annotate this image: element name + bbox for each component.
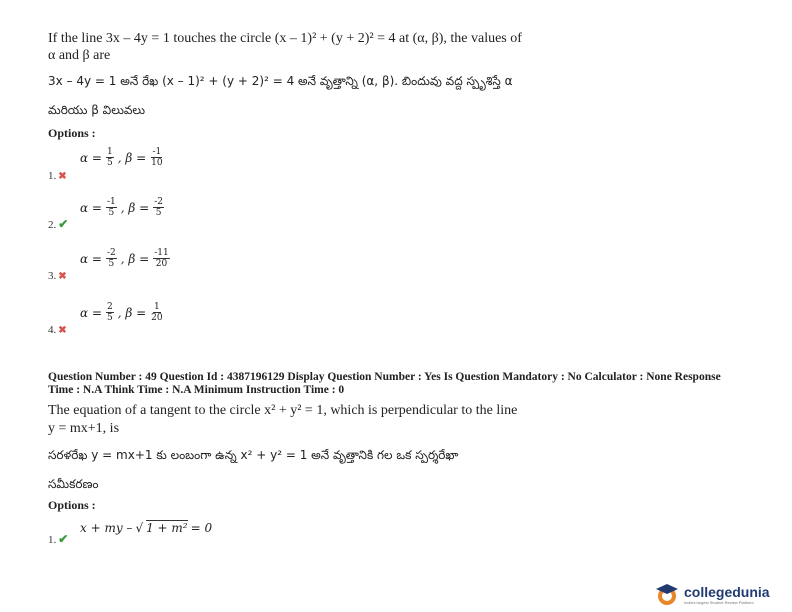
q48-telugu-line2: మరియు β విలువలు bbox=[48, 103, 146, 117]
q48-telugu-line1: 3x – 4y = 1 అనే రేఖ (x – 1)² + (y + 2)² = 4 అనే వృత్తాన్ని (α, β). బిందువు వద్ద స్పృశిస్తే α bbox=[48, 74, 513, 88]
graduation-cap-icon bbox=[654, 582, 680, 606]
wrong-icon: ✖ bbox=[58, 271, 67, 282]
q48-options-label: Options : bbox=[48, 126, 96, 140]
q48-text-line1: If the line 3x – 4y = 1 touches the circle (x – 1)² + (y + 2)² = 4 at (α, β), the values of bbox=[48, 31, 522, 46]
option-number: 1. bbox=[48, 534, 57, 546]
wrong-icon: ✖ bbox=[58, 325, 67, 336]
correct-icon: ✔ bbox=[58, 217, 69, 231]
fraction-alpha: $\frac{1}{5}$ bbox=[106, 147, 113, 168]
option-number: 4. bbox=[48, 324, 57, 336]
fraction-alpha: $\frac{-1}{5}$ bbox=[106, 197, 116, 218]
logo-text: collegedunia bbox=[684, 583, 770, 600]
q49-text-line2: y = mx+1, is bbox=[48, 421, 120, 436]
fraction-beta: $\frac{-2}{5}$ bbox=[154, 197, 163, 218]
q48-text-line2: α and β are bbox=[48, 48, 111, 63]
q49-option-1-number bbox=[48, 530, 68, 548]
q48-option-4-expr[interactable]: α = $\frac{2}{5}$ , β = $\frac{1}{20}$ bbox=[80, 302, 163, 323]
fraction-alpha: $\frac{2}{5}$ bbox=[106, 302, 113, 323]
fraction-beta: $\frac{-1}{10}$ bbox=[151, 147, 163, 168]
q49-telugu-line1: సరళరేఖ y = mx+1 కు లంబంగా ఉన్న x² + y² = 1 అనే వృత్తానికి గల ఒక స్పర్శరేఖా bbox=[48, 448, 459, 462]
option-number: 3. bbox=[48, 270, 57, 282]
q49-telugu-line2: సమీకరణం bbox=[48, 477, 99, 491]
q48-option-2-number bbox=[48, 215, 68, 233]
fraction-beta: $\frac{1}{20}$ bbox=[151, 302, 163, 323]
q48-option-2-expr[interactable]: α = $\frac{-1}{5}$ , β = $\frac{-2}{5}$ bbox=[80, 197, 163, 218]
q48-option-4-number bbox=[48, 320, 67, 338]
wrong-icon: ✖ bbox=[58, 171, 67, 182]
fraction-beta: $\frac{-11}{20}$ bbox=[154, 248, 169, 269]
q48-option-1-number bbox=[48, 166, 67, 184]
option-number: 1. bbox=[48, 170, 57, 182]
q49-options-label: Options : bbox=[48, 498, 96, 512]
correct-icon: ✔ bbox=[58, 532, 69, 546]
logo-tagline: India's largest Student Review Platform bbox=[684, 599, 754, 605]
collegedunia-logo bbox=[654, 582, 770, 606]
option-number: 2. bbox=[48, 219, 57, 231]
q48-option-3-number bbox=[48, 266, 67, 284]
q49-meta-line2: Time : N.A Think Time : N.A Minimum Instruction Time : 0 bbox=[48, 384, 345, 396]
q49-meta-line1: Question Number : 49 Question Id : 4387196129 Display Question Number : Yes Is Question Mandatory : No Calculator : None Response bbox=[48, 371, 721, 383]
q49-text-line1: The equation of a tangent to the circle x² + y² = 1, which is perpendicular to the line bbox=[48, 403, 518, 418]
q48-option-1-expr[interactable]: α = $\frac{1}{5}$ , β = $\frac{-1}{10}$ bbox=[80, 147, 163, 168]
q48-option-3-expr[interactable]: α = $\frac{-2}{5}$ , β = $\frac{-11}{20}$ bbox=[80, 248, 169, 269]
fraction-alpha: $\frac{-2}{5}$ bbox=[106, 248, 116, 269]
q49-option-1-expr[interactable]: x + my – √ 1 + m² = 0 bbox=[80, 520, 213, 535]
